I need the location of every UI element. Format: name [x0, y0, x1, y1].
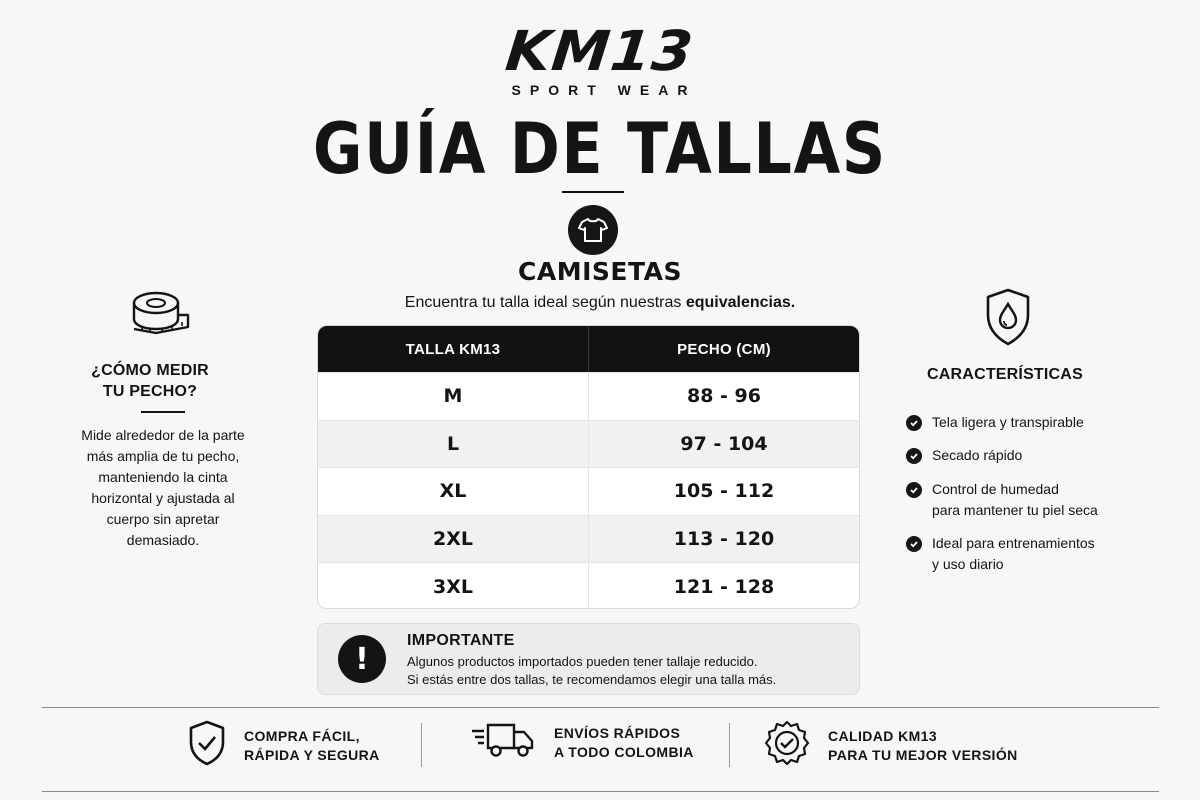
- important-note: [317, 623, 860, 695]
- exclamation-icon: !: [338, 635, 386, 683]
- brand-tagline: SPORT WEAR: [511, 82, 697, 98]
- feature-text: Secado rápido: [932, 447, 1023, 463]
- benefit-line: ENVÍOS RÁPIDOS: [554, 724, 681, 741]
- title-underline: [562, 191, 624, 193]
- benefit-item: [764, 720, 1018, 771]
- chest-cell: 121 - 128: [588, 563, 859, 609]
- measure-title: [60, 360, 240, 402]
- benefit-line: CALIDAD KM13: [828, 727, 938, 744]
- important-text-line: Si estás entre dos tallas, te recomendamos elegir una talla más.: [407, 672, 777, 687]
- table-row: [318, 562, 859, 609]
- benefits-top-rule: [42, 707, 1159, 708]
- feature-text: Control de humedad: [932, 481, 1059, 497]
- brand-logo: [0, 18, 1200, 98]
- size-cell: M: [443, 385, 463, 408]
- size-cell: L: [446, 432, 460, 455]
- benefit-line: COMPRA FÁCIL,: [244, 727, 360, 744]
- features-title: CARACTERÍSTICAS: [927, 366, 1083, 383]
- benefit-divider: [421, 723, 422, 767]
- column-header-chest: PECHO (CM): [588, 326, 859, 372]
- size-cell: XL: [439, 480, 467, 503]
- size-table: [317, 325, 860, 609]
- benefits-bottom-rule: [42, 791, 1159, 792]
- brand-name: KM13: [502, 18, 698, 84]
- check-icon: [906, 536, 922, 552]
- instruction-line: más amplia de tu pecho,: [86, 448, 240, 464]
- benefit-line: A TODO COLOMBIA: [554, 743, 694, 760]
- table-header: [318, 326, 859, 372]
- check-icon: [906, 415, 922, 431]
- feature-text: para mantener tu piel seca: [932, 502, 1098, 518]
- table-row: [318, 467, 859, 515]
- feature-item: [906, 479, 1098, 521]
- important-text-line: Algunos productos importados pueden tener tallaje reducido.: [407, 654, 758, 669]
- instruction-line: manteniendo la cinta: [98, 469, 228, 485]
- table-row: [318, 420, 859, 468]
- measure-instructions: [60, 425, 266, 551]
- size-cell: 2XL: [433, 528, 473, 551]
- subtitle-text: Encuentra tu talla ideal según nuestras: [404, 294, 682, 311]
- tshirt-icon: [568, 205, 618, 255]
- instruction-line: demasiado.: [126, 532, 200, 548]
- chest-cell: 113 - 120: [588, 516, 859, 563]
- chest-cell: 105 - 112: [588, 468, 859, 515]
- feature-text: y uso diario: [932, 556, 1004, 572]
- benefit-line: PARA TU MEJOR VERSIÓN: [828, 746, 1018, 763]
- instruction-line: Mide alrededor de la parte: [81, 427, 245, 443]
- benefit-item: [188, 720, 380, 771]
- benefit-divider: [729, 723, 730, 767]
- instruction-line: horizontal y ajustada al: [91, 490, 235, 506]
- table-row: [318, 372, 859, 420]
- feature-item: [906, 445, 1022, 466]
- measure-title-line: ¿CÓMO MEDIR: [91, 362, 209, 379]
- page-title: GUÍA DE TALLAS: [312, 108, 888, 190]
- instruction-line: cuerpo sin apretar: [106, 511, 220, 527]
- measure-divider: [141, 411, 185, 413]
- water-drop-shield-icon: [983, 287, 1033, 352]
- benefit-item: [470, 720, 694, 765]
- delivery-truck-icon: [470, 720, 536, 765]
- important-title: IMPORTANTE: [407, 632, 515, 649]
- size-cell: 3XL: [433, 575, 473, 598]
- chest-cell: 88 - 96: [588, 373, 859, 420]
- feature-text: Ideal para entrenamientos: [932, 535, 1095, 551]
- subtitle-bold: equivalencias.: [685, 294, 796, 311]
- section-title: CAMISETAS: [518, 257, 682, 286]
- column-header-size: TALLA KM13: [405, 340, 501, 358]
- shield-check-icon: [188, 720, 226, 771]
- benefit-line: RÁPIDA Y SEGURA: [244, 746, 380, 763]
- feature-item: [906, 533, 1095, 575]
- chest-cell: 97 - 104: [588, 421, 859, 468]
- quality-seal-icon: [764, 720, 810, 771]
- check-icon: [906, 482, 922, 498]
- feature-text: Tela ligera y transpirable: [932, 414, 1084, 430]
- measuring-tape-icon: [128, 289, 192, 344]
- check-icon: [906, 448, 922, 464]
- feature-item: [906, 412, 1084, 433]
- table-body: [318, 372, 859, 609]
- table-row: [318, 515, 859, 563]
- measure-title-line: TU PECHO?: [102, 383, 198, 400]
